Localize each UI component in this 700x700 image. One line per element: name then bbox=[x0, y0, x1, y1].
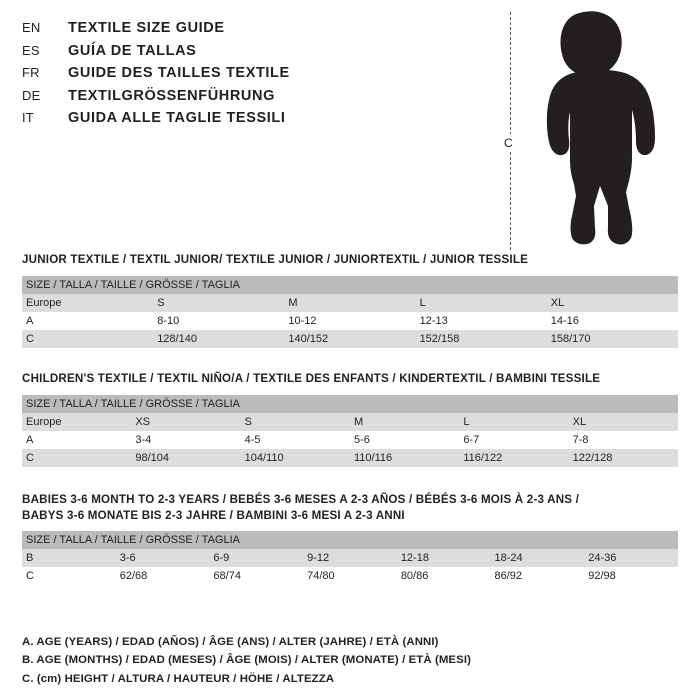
cell: 68/74 bbox=[209, 567, 303, 585]
legend-line-a: A. AGE (YEARS) / EDAD (AÑOS) / ÂGE (ANS) / ALTER (JAHRE) / ETÀ (ANNI) bbox=[22, 635, 439, 648]
cell: XL bbox=[547, 294, 678, 312]
cell: 128/140 bbox=[153, 330, 284, 348]
row-label: Europe bbox=[22, 294, 153, 312]
section-junior bbox=[22, 252, 678, 348]
cell: 62/68 bbox=[116, 567, 210, 585]
table-row bbox=[22, 549, 678, 567]
cell: 9-12 bbox=[303, 549, 397, 567]
junior-size-table bbox=[22, 276, 678, 348]
table-row bbox=[22, 312, 678, 330]
language-title: GUIDA ALLE TAGLIE TESSILI bbox=[68, 110, 286, 126]
legend-line-c: C. (cm) HEIGHT / ALTURA / HAUTEUR / HÖHE / ALTEZZA bbox=[22, 672, 335, 685]
section-babies bbox=[22, 492, 678, 585]
table-row bbox=[22, 276, 678, 294]
row-label: C bbox=[22, 567, 116, 585]
language-code: ES bbox=[22, 42, 40, 58]
cell: M bbox=[350, 413, 459, 431]
row-label: Europe bbox=[22, 413, 131, 431]
cell: 152/158 bbox=[416, 330, 547, 348]
cell: 5-6 bbox=[350, 431, 459, 449]
cell: 18-24 bbox=[491, 549, 585, 567]
cell: 3-6 bbox=[116, 549, 210, 567]
cell: 7-8 bbox=[569, 431, 678, 449]
cell: 122/128 bbox=[569, 449, 678, 467]
section-title: CHILDREN'S TEXTILE / TEXTIL NIÑO/A / TEXTILE DES ENFANTS / KINDERTEXTIL / BAMBINI TESSILE bbox=[22, 372, 601, 385]
children-size-table bbox=[22, 395, 678, 467]
section-title-line2: BABYS 3-6 MONATE BIS 2-3 JAHRE / BAMBINI 3-6 MESI A 2-3 ANNI bbox=[22, 508, 405, 522]
language-row-it bbox=[22, 110, 492, 126]
language-title: GUÍA DE TALLAS bbox=[68, 42, 197, 59]
language-title: TEXTILGRÖSSENFÜHRUNG bbox=[68, 87, 275, 104]
cell: 24-36 bbox=[584, 549, 678, 567]
cell: S bbox=[241, 413, 350, 431]
cell: 104/110 bbox=[241, 449, 350, 467]
table-row bbox=[22, 431, 678, 449]
cell: 4-5 bbox=[241, 431, 350, 449]
table-row bbox=[22, 567, 678, 585]
cell: S bbox=[153, 294, 284, 312]
cell: XL bbox=[569, 413, 678, 431]
table-row bbox=[22, 330, 678, 348]
cell: 92/98 bbox=[584, 567, 678, 585]
language-row-fr bbox=[22, 65, 492, 81]
language-row-es bbox=[22, 43, 492, 59]
cell: 80/86 bbox=[397, 567, 491, 585]
babies-size-table bbox=[22, 531, 678, 585]
cell: 6-9 bbox=[209, 549, 303, 567]
table-row bbox=[22, 413, 678, 431]
cell: 6-7 bbox=[459, 431, 568, 449]
cell: 86/92 bbox=[491, 567, 585, 585]
section-title: BABIES 3-6 MONTH TO 2-3 YEARS / BEBÉS 3-6 MESES A 2-3 AÑOS / BÉBÉS 3-6 MOIS À 2-3 ANS / bbox=[22, 493, 580, 506]
cell: 98/104 bbox=[131, 449, 240, 467]
cell: 12-18 bbox=[397, 549, 491, 567]
language-code: FR bbox=[22, 65, 40, 80]
legend-line-b: B. AGE (MONTHS) / EDAD (MESES) / ÂGE (MOIS) / ALTER (MONATE) / ETÀ (MESI) bbox=[22, 654, 471, 667]
language-row-en bbox=[22, 20, 492, 36]
language-code: IT bbox=[22, 110, 34, 125]
cell: 110/116 bbox=[350, 449, 459, 467]
cell: 116/122 bbox=[459, 449, 568, 467]
language-row-de bbox=[22, 88, 492, 104]
language-code: DE bbox=[22, 87, 41, 103]
cell: 74/80 bbox=[303, 567, 397, 585]
cell: L bbox=[459, 413, 568, 431]
cell: 158/170 bbox=[547, 330, 678, 348]
section-children bbox=[22, 371, 678, 467]
language-title: TEXTILE SIZE GUIDE bbox=[68, 20, 225, 36]
cell: M bbox=[284, 294, 415, 312]
row-label: C bbox=[22, 330, 153, 348]
row-label: B bbox=[22, 549, 116, 567]
cell: 3-4 bbox=[131, 431, 240, 449]
cell: 10-12 bbox=[284, 312, 415, 330]
language-code: EN bbox=[22, 20, 41, 35]
height-measure-figure bbox=[496, 8, 686, 253]
table-row bbox=[22, 294, 678, 312]
cell: 12-13 bbox=[416, 312, 547, 330]
cell: 8-10 bbox=[153, 312, 284, 330]
legend bbox=[22, 633, 672, 688]
baby-silhouette-icon bbox=[532, 10, 660, 250]
row-label: A bbox=[22, 431, 131, 449]
language-title: GUIDE DES TAILLES TEXTILE bbox=[68, 65, 290, 81]
section-title: JUNIOR TEXTILE / TEXTIL JUNIOR/ TEXTILE JUNIOR / JUNIORTEXTIL / JUNIOR TESSILE bbox=[22, 253, 529, 266]
table-row bbox=[22, 531, 678, 549]
cell: XS bbox=[131, 413, 240, 431]
measure-label-c: C bbox=[504, 136, 513, 150]
row-label: C bbox=[22, 449, 131, 467]
table-row bbox=[22, 449, 678, 467]
cell: 14-16 bbox=[547, 312, 678, 330]
measure-dashed-line bbox=[510, 12, 511, 250]
cell: L bbox=[416, 294, 547, 312]
table-header-label: SIZE / TALLA / TAILLE / GRÖSSE / TAGLIA bbox=[22, 276, 678, 294]
cell: 140/152 bbox=[284, 330, 415, 348]
row-label: A bbox=[22, 312, 153, 330]
table-header-label: SIZE / TALLA / TAILLE / GRÖSSE / TAGLIA bbox=[22, 395, 678, 413]
table-row bbox=[22, 395, 678, 413]
table-header-label: SIZE / TALLA / TAILLE / GRÖSSE / TAGLIA bbox=[22, 531, 678, 549]
language-title-list bbox=[22, 20, 492, 133]
